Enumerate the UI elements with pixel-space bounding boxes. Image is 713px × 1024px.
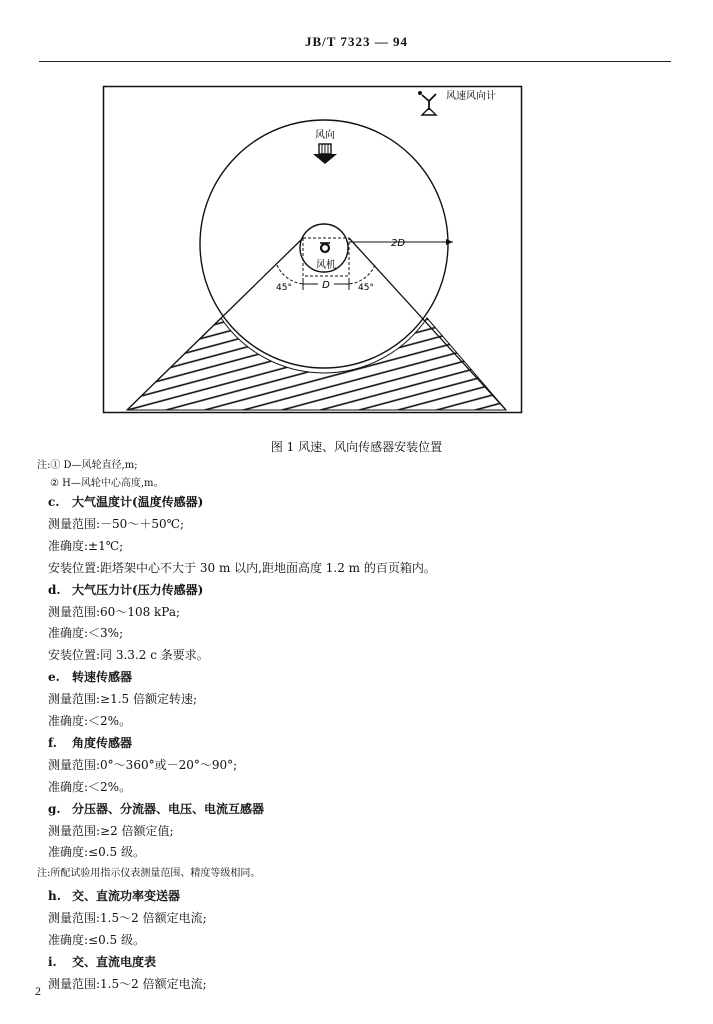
spec-item-title: 大气压力计(压力传感器) (72, 582, 204, 597)
spec-line: 测量范围:≥1.5 倍额定转速; (48, 692, 198, 707)
sensor-installation-figure (96, 82, 528, 416)
spec-item-heading (48, 954, 156, 970)
dim-d-label: D (322, 280, 330, 291)
wind-direction-label: 风向 (315, 130, 335, 141)
spec-line: 准确度:±1℃; (48, 538, 124, 553)
spec-line: 安装位置:同 3.3.2 c 条要求。 (48, 648, 209, 663)
spec-item-title: 转速传感器 (72, 670, 133, 685)
spec-line: 准确度:＜2%。 (48, 714, 132, 728)
spec-item-heading (48, 735, 132, 751)
spec-item-label: h. (48, 889, 61, 904)
spec-item-heading (48, 494, 203, 510)
spec-item-label: f. (48, 735, 57, 750)
spec-item-title: 分压器、分流器、电压、电流互感器 (72, 801, 265, 816)
angle-left-label: 45° (276, 283, 292, 293)
standard-code-header: JB/T 7323 — 94 (305, 34, 408, 49)
spec-item-heading (48, 669, 132, 685)
spec-line: 测量范围:1.5～2 倍额定电流; (48, 911, 207, 926)
figure-caption: 图 1 风速、风向传感器安装位置 (270, 440, 443, 454)
spec-item-label: c. (48, 495, 60, 509)
header-rule (39, 61, 671, 62)
page-number: 2 (35, 984, 41, 998)
spec-line: 测量范围:1.5～2 倍额定电流; (48, 976, 207, 991)
spec-item-label: e. (48, 670, 60, 685)
angle-arc-right (349, 265, 375, 284)
spec-item-label: d. (48, 582, 61, 597)
spec-line: 安装位置:距塔架中心不大于 30 m 以内,距地面高度 1.2 m 的百页箱内。 (48, 560, 436, 575)
spec-item-heading (48, 888, 180, 904)
angle-arc-left (277, 265, 303, 284)
angle-right-label: 45° (358, 283, 374, 293)
spec-item-title: 交、直流功率变送器 (72, 889, 181, 904)
spec-note: 注:所配试验用指示仪表测量范围、精度等级相同。 (37, 868, 261, 880)
hatched-region (116, 302, 516, 414)
spec-item-heading (48, 582, 203, 598)
spec-item-label: g. (48, 801, 61, 816)
spec-line: 准确度:≤0.5 级。 (48, 845, 145, 860)
spec-item-title: 交、直流电度表 (72, 954, 157, 969)
anemometer-icon (418, 91, 436, 115)
spec-line: 准确度:≤0.5 级。 (48, 933, 145, 947)
anemometer-label: 风速风向计 (446, 91, 496, 102)
spec-line: 准确度:＜2%。 (48, 779, 132, 794)
spec-line: 测量范围:60～108 kPa; (48, 604, 181, 619)
dim-2d-label: 2D (390, 238, 406, 249)
spec-item-heading (48, 801, 264, 817)
turbine-label: 风机 (316, 260, 336, 271)
spec-line: 测量范围:－50～＋50℃; (48, 516, 185, 531)
note-line-2: ② H—风轮中心高度,m。 (50, 478, 164, 489)
spec-line: 准确度:＜3%; (48, 626, 124, 641)
spec-line: 测量范围:0°～360°或－20°～90°; (48, 757, 238, 772)
note-line-1: 注:① D—风轮直径,m; (37, 460, 138, 471)
wind-direction-arrow-icon (313, 144, 337, 164)
spec-item-title: 角度传感器 (72, 735, 133, 750)
spec-item-title: 大气温度计(温度传感器) (72, 495, 204, 509)
spec-item-label: i. (48, 954, 57, 969)
spec-line: 测量范围:≥2 倍额定值; (48, 823, 174, 838)
